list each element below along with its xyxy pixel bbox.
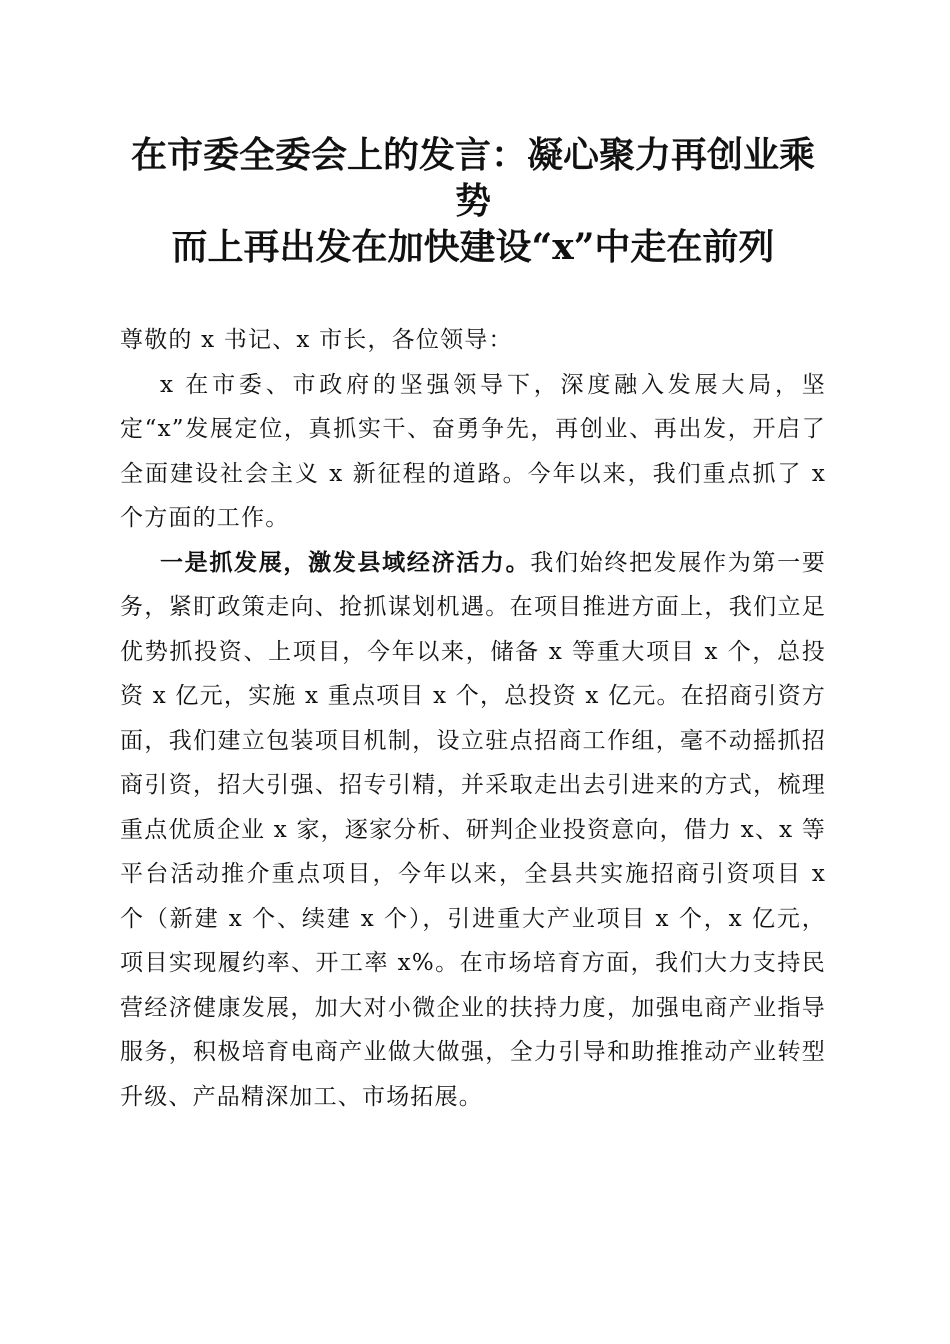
document-body (120, 318, 826, 1119)
section-1-body: 我们始终把发展作为第一要务，紧盯政策走向、抢抓谋划机遇。在项目推进方面上，我们立足优势抓投资、上项目，今年以来，储备 x 等重大项目 x 个，总投资 x 亿元，实施 x 重点项目 x 个，总投资 x 亿元。在招商引资方面，我们建立包装项目机制，设立驻点招商工作组，毫不动摇抓招商引资，招大引强、招专引精，并采取走出去引进来的方式，梳理重点优质企业 x 家，逐家分析、研判企业投资意向，借力 x、x 等平台活动推介重点项目，今年以来，全县共实施招商引资项目 x 个（新建 x 个、续建 x 个），引进重大产业项目 x 个，x 亿元，项目实现履约率、开工率 x%。在市场培育方面，我们大力支持民营经济健康发展，加大对小微企业的扶持力度，加强电商产业指导服务，积极培育电商产业做大做强，全力引导和助推推动产业转型升级、产品精深加工、市场拓展。 (120, 549, 826, 1110)
document-title (120, 132, 826, 270)
title-line-2: 而上再出发在加快建设“x”中走在前列 (171, 226, 775, 268)
section-1-paragraph (120, 541, 826, 1120)
salutation: 尊敬的 x 书记、x 市长，各位领导： (120, 327, 513, 353)
document-page (120, 132, 826, 1119)
section-1-lead: 一是抓发展，激发县域经济活力。 (160, 548, 531, 576)
intro-paragraph: x 在市委、市政府的坚强领导下，深度融入发展大局，坚定“x”发展定位，真抓实干、奋勇争先，再创业、再出发，开启了全面建设社会主义 x 新征程的道路。今年以来，我们重点抓了 x 个方面的工作。 (120, 371, 826, 531)
title-line-1: 在市委全委会上的发言：凝心聚力再创业乘势 (130, 134, 815, 222)
